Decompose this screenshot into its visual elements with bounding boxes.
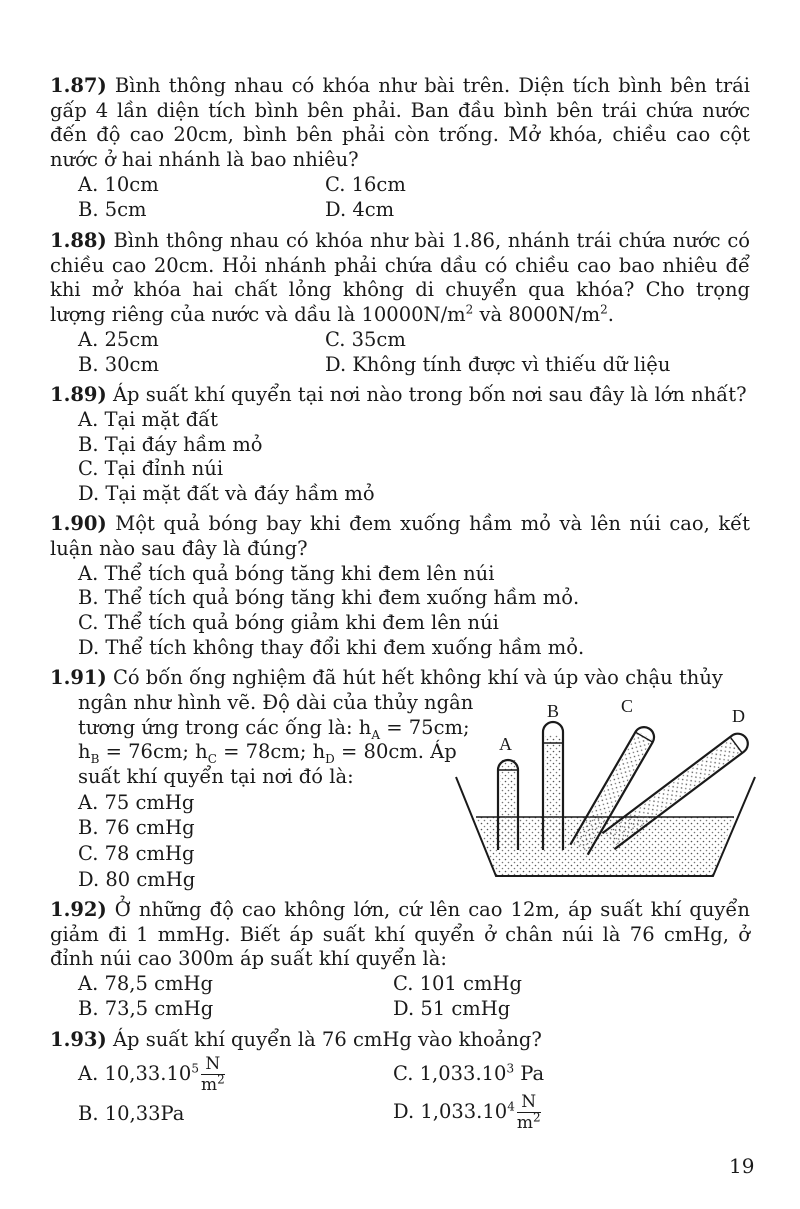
question-text: Có bốn ống nghiệm đã hút hết không khí và úp vào chậu thủy	[112, 666, 723, 689]
exponent: 2	[465, 302, 474, 317]
option-a: A. 75 cmHg	[78, 791, 195, 814]
question-1-91-line2: ngân như hình vẽ. Độ dài của thủy ngân	[78, 691, 474, 714]
option-a: A. 78,5 cmHg	[78, 972, 213, 995]
exponent: 2	[217, 1072, 225, 1087]
question-text: Bình thông nhau có khóa như bài trên. Diện tích bình bên trái gấp 4 lần diện tích bình bên phải. Ban đầu bình bên trái chứa nước đến độ cao 20cm, bình bên phải còn trống. Mở khóa, chiều cao cột nước ở hai nhánh là bao nhiêu?	[50, 74, 751, 171]
option-d: D. Không tính được vì thiếu dữ liệu	[325, 353, 671, 376]
mercury-trough-figure	[450, 690, 760, 890]
option-c: C. 101 cmHg	[393, 972, 522, 995]
option-c: C. Thể tích quả bóng giảm khi đem lên núi	[78, 611, 499, 634]
question-number: 1.88)	[50, 229, 107, 252]
tube-a	[498, 760, 518, 850]
text-span: C. 1,033.10	[393, 1062, 507, 1085]
option-c: C. 16cm	[325, 173, 406, 196]
option-a: A. Tại mặt đất	[78, 408, 218, 431]
text-span: h	[78, 740, 91, 763]
exponent: 2	[532, 1110, 541, 1125]
fraction-numerator: N	[201, 1054, 225, 1075]
question-number: 1.90)	[50, 512, 107, 535]
question-1-91-line3	[78, 716, 470, 741]
question-number: 1.89)	[50, 383, 107, 406]
exponent: 3	[506, 1061, 515, 1076]
option-a: A. 25cm	[78, 328, 159, 351]
question-1-93	[50, 1028, 750, 1053]
subscript: B	[90, 751, 100, 766]
page-number: 19	[729, 1154, 755, 1178]
question-text: Một quả bóng bay khi đem xuống hầm mỏ và lên núi cao, kết luận nào sau đây là đúng?	[50, 512, 751, 560]
exponent: 2	[600, 302, 608, 317]
question-number: 1.92)	[50, 898, 107, 921]
option-c: C. 78 cmHg	[78, 842, 195, 865]
question-text-end: .	[607, 302, 614, 326]
option-b: B. 5cm	[78, 198, 147, 221]
option-d: D. Thể tích không thay đổi khi đem xuống hầm mỏ.	[78, 636, 585, 659]
text-span: = 76cm; h	[99, 740, 208, 763]
text-span: D. 1,033.10	[393, 1100, 508, 1123]
fraction-n-per-m2	[201, 1054, 225, 1095]
fraction-denominator	[516, 1110, 541, 1133]
option-b: B. Tại đáy hầm mỏ	[78, 433, 263, 456]
label-b: B	[547, 701, 560, 721]
option-d: D. 51 cmHg	[393, 997, 511, 1020]
question-1-90	[50, 512, 750, 561]
subscript: C	[207, 751, 217, 766]
text-span: = 78cm; h	[216, 740, 326, 763]
text-span: = 80cm. Áp	[334, 740, 457, 763]
option-b: B. 30cm	[78, 353, 159, 376]
text-span: = 75cm;	[380, 716, 470, 739]
option-c: C. 35cm	[325, 328, 406, 351]
exponent: 4	[507, 1099, 515, 1114]
question-text: Áp suất khí quyển là 76 cmHg vào khoảng?	[112, 1028, 542, 1051]
option-d: D. 80 cmHg	[78, 868, 196, 891]
exponent: 5	[191, 1061, 199, 1076]
question-1-89	[50, 383, 750, 408]
question-1-92	[50, 898, 750, 972]
question-number: 1.91)	[50, 666, 107, 689]
label-a: A	[499, 734, 512, 754]
option-a	[78, 1052, 225, 1096]
option-c: C. Tại đỉnh núi	[78, 457, 224, 480]
question-1-88	[50, 229, 750, 327]
option-a: A. 10cm	[78, 173, 159, 196]
option-c	[393, 1062, 544, 1087]
label-c: C	[621, 696, 634, 716]
text-span: m	[516, 1113, 533, 1133]
subscript: A	[371, 727, 381, 742]
option-d	[393, 1090, 541, 1134]
text-span: tương ứng trong các ống là: h	[78, 716, 372, 739]
question-1-91-line5: suất khí quyển tại nơi đó là:	[78, 765, 354, 788]
question-text: Áp suất khí quyển tại nơi nào trong bốn nơi sau đây là lớn nhất?	[112, 383, 747, 406]
text-span: Pa	[514, 1062, 545, 1085]
fraction-numerator: N	[517, 1092, 541, 1113]
option-d: D. 4cm	[325, 198, 395, 221]
subscript: D	[325, 751, 335, 766]
option-b: B. 73,5 cmHg	[78, 997, 214, 1020]
question-1-87	[50, 74, 750, 172]
option-d: D. Tại mặt đất và đáy hầm mỏ	[78, 482, 375, 505]
option-b: B. 10,33Pa	[78, 1102, 185, 1125]
fraction-n-per-m2	[517, 1092, 541, 1133]
fraction-denominator	[200, 1072, 225, 1095]
text-span: m	[200, 1075, 218, 1095]
label-d: D	[732, 706, 745, 726]
option-a: A. Thể tích quả bóng tăng khi đem lên núi	[78, 562, 495, 585]
question-text: Bình thông nhau có khóa như bài 1.86, nhánh trái chứa nước có chiều cao 20cm. Hỏi nhánh phải chứa dầu có chiều cao bao nhiêu để khi mở khóa hai chất lỏng không di chuyển qua khóa? Cho trọng lượng riêng của nước và dầu là 10000N/m	[50, 229, 750, 326]
question-number: 1.93)	[50, 1028, 107, 1051]
text-span: A. 10,33.10	[78, 1062, 192, 1085]
question-1-91-line1	[50, 666, 723, 691]
question-number: 1.87)	[50, 74, 107, 97]
question-1-91-line4	[78, 740, 457, 765]
question-text-mid: và 8000N/m	[473, 302, 601, 326]
tube-b	[543, 722, 563, 850]
question-text: Ở những độ cao không lớn, cứ lên cao 12m, áp suất khí quyển giảm đi 1 mmHg. Biết áp suất khí quyển ở chân núi là 76 cmHg, ở đỉnh núi cao 300m áp suất khí quyển là:	[50, 898, 750, 971]
option-b: B. 76 cmHg	[78, 816, 195, 839]
option-b: B. Thể tích quả bóng tăng khi đem xuống hầm mỏ.	[78, 586, 580, 609]
